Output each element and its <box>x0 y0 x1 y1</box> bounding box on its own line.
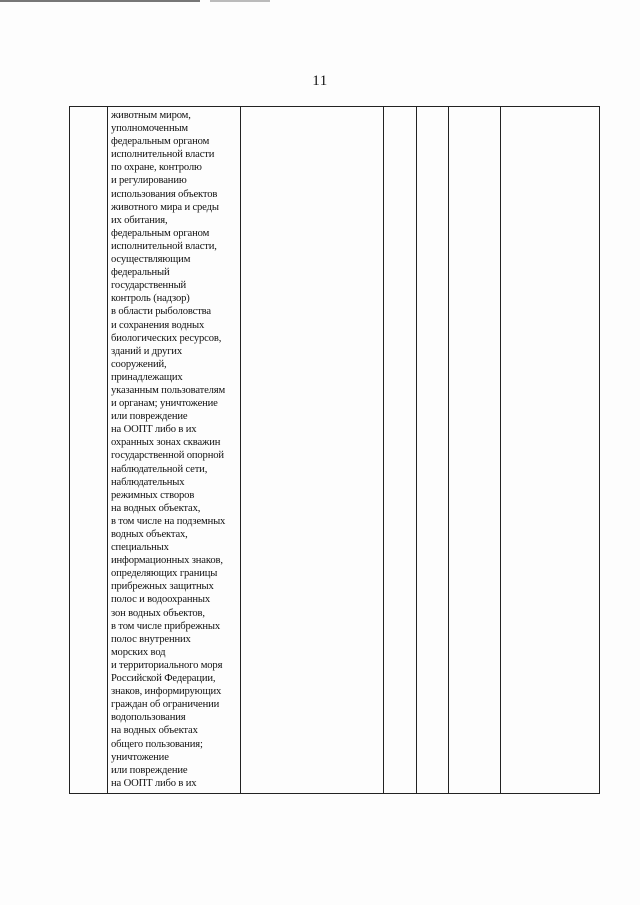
description-line: уполномоченным <box>111 123 188 135</box>
description-line: животного мира и среды <box>111 201 219 213</box>
description-line: их обитания, <box>111 214 168 226</box>
description-line: сооружений, <box>111 358 167 370</box>
description-line: на ООПТ либо в их <box>111 424 197 436</box>
description-line: контроль (надзор) <box>111 293 190 305</box>
description-line: или повреждение <box>111 411 188 423</box>
description-line: федеральный <box>111 267 170 279</box>
description-line: граждан об ограничении <box>111 699 220 711</box>
description-line: общего пользования; <box>111 738 203 750</box>
description-line: определяющих границы <box>111 568 218 580</box>
description-line: водопользования <box>111 712 186 724</box>
description-line: государственный <box>111 280 187 292</box>
page-number: 11 <box>312 73 328 89</box>
description-line: на водных объектах, <box>111 502 201 514</box>
description-line: режимных створов <box>111 489 195 501</box>
description-text <box>108 107 240 790</box>
description-line: зон водных объектов, <box>111 607 205 619</box>
description-line: охранных зонах скважин <box>111 437 221 449</box>
table-cell-3 <box>241 107 384 794</box>
description-line: федеральным органом <box>111 227 210 239</box>
description-line: биологических ресурсов, <box>111 332 222 344</box>
description-line: специальных <box>111 542 169 554</box>
description-line: знаков, информирующих <box>111 686 222 698</box>
description-line: или повреждение <box>111 764 188 776</box>
description-line: уничтожение <box>111 751 169 763</box>
top-scan-rule <box>0 0 200 2</box>
description-line: наблюдательных <box>111 476 185 488</box>
top-scan-rule-secondary <box>210 0 270 2</box>
description-line: водных объектах, <box>111 529 188 540</box>
description-line: государственной опорной <box>111 450 224 462</box>
description-line: полос и водоохранных <box>111 594 211 606</box>
description-line: информационных знаков, <box>111 555 223 567</box>
description-line: указанным пользователям <box>111 384 226 396</box>
description-line: наблюдательной сети, <box>111 463 208 475</box>
table-cell-number <box>70 107 108 794</box>
description-line: использования объектов <box>111 188 218 200</box>
description-line: федеральным органом <box>111 136 210 148</box>
description-line: морских вод <box>111 646 166 658</box>
table-row <box>70 107 600 794</box>
description-line: в том числе на подземных <box>111 515 226 527</box>
description-line: на водных объектах <box>111 725 198 737</box>
description-line: прибрежных защитных <box>111 581 214 593</box>
description-line: полос внутренних <box>111 633 191 645</box>
description-line: Российской Федерации, <box>111 673 216 685</box>
description-line: исполнительной власти <box>111 149 215 161</box>
description-line: и органам; уничтожение <box>111 398 218 410</box>
description-line: животным миром, <box>111 110 191 121</box>
table-cell-5 <box>417 107 449 794</box>
description-line: на ООПТ либо в их <box>111 777 197 789</box>
table-cell-description <box>108 107 241 794</box>
description-line: исполнительной власти, <box>111 240 217 252</box>
description-line: принадлежащих <box>111 371 183 383</box>
description-line: зданий и других <box>111 345 182 357</box>
description-line: и сохранения водных <box>111 319 205 331</box>
description-line: по охране, контролю <box>111 162 202 174</box>
description-line: и регулированию <box>111 175 187 187</box>
description-line: в области рыболовства <box>111 306 211 318</box>
description-line: и территориального моря <box>111 659 223 671</box>
description-line: в том числе прибрежных <box>111 620 221 632</box>
description-line: осуществляющим <box>111 254 191 266</box>
table-cell-6 <box>449 107 501 794</box>
table-cell-4 <box>384 107 417 794</box>
document-table <box>69 106 600 794</box>
table-cell-7 <box>501 107 600 794</box>
